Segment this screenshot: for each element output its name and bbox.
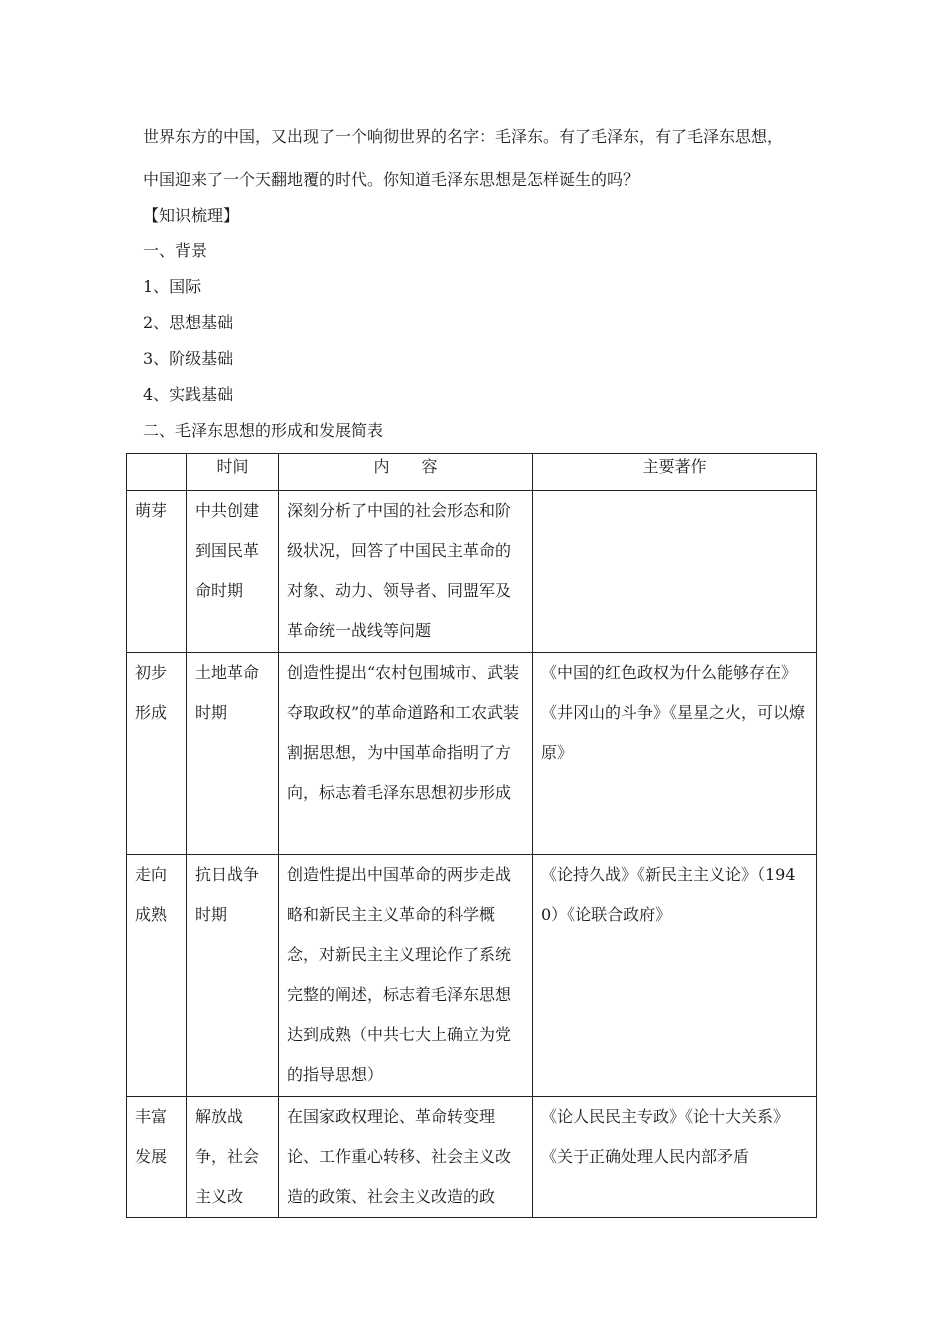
stage-text: 走向成熟 — [135, 865, 168, 924]
intro-line-1: 世界东方的中国，又出现了一个响彻世界的名字：毛泽东。有了毛泽东，有了毛泽东思想， — [143, 127, 784, 146]
content-text: 在国家政权理论、革命转变理论、工作重心转移、社会主义改造的政策、社会主义改造的政 — [287, 1107, 512, 1206]
knowledge-heading: 【知识梳理】 — [143, 206, 240, 225]
table-title: 二、毛泽东思想的形成和发展简表 — [143, 421, 384, 440]
works-cell — [533, 491, 817, 653]
time-text: 中共创建到国民革命时期 — [195, 501, 260, 600]
stage-cell — [127, 653, 187, 855]
time-cell — [187, 855, 279, 1097]
works-cell — [533, 1097, 817, 1218]
works-text: 《论持久战》《新民主主义论》（1940）《论联合政府》 — [541, 865, 796, 924]
background-item: 1、国际 — [143, 277, 202, 296]
time-cell — [187, 653, 279, 855]
background-heading: 一、背景 — [143, 241, 208, 260]
table-row — [127, 1097, 817, 1218]
works-text: 《论人民民主专政》《论十大关系》《关于正确处理人民内部矛盾 — [541, 1107, 790, 1166]
stage-cell — [127, 491, 187, 653]
development-table — [126, 453, 817, 1218]
works-text: 《中国的红色政权为什么能够存在》《井冈山的斗争》《星星之火，可以燎原》 — [541, 663, 806, 762]
stage-text: 萌芽 — [135, 501, 168, 520]
works-cell — [533, 855, 817, 1097]
table-row — [127, 491, 817, 653]
table-row — [127, 653, 817, 855]
stage-text: 丰富发展 — [135, 1107, 168, 1166]
header-content: 内 容 — [279, 454, 533, 491]
stage-cell — [127, 1097, 187, 1218]
background-item: 2、思想基础 — [143, 313, 234, 332]
table-header-row — [127, 454, 817, 491]
table-row — [127, 855, 817, 1097]
header-works: 主要著作 — [533, 454, 817, 491]
content-text: 深刻分析了中国的社会形态和阶级状况，回答了中国民主革命的对象、动力、领导者、同盟军及革命统一战线等问题 — [287, 501, 512, 640]
header-time: 时间 — [187, 454, 279, 491]
content-cell — [279, 855, 533, 1097]
background-item: 3、阶级基础 — [143, 349, 234, 368]
time-text: 土地革命时期 — [195, 663, 260, 722]
content-text: 创造性提出“农村包围城市、武装夺取政权”的革命道路和工农武装割据思想，为中国革命指明了方向，标志着毛泽东思想初步形成 — [287, 663, 520, 802]
background-item: 4、实践基础 — [143, 385, 234, 404]
content-text: 创造性提出中国革命的两步走战略和新民主主义革命的科学概念，对新民主主义理论作了系统完整的阐述，标志着毛泽东思想达到成熟（中共七大上确立为党的指导思想） — [287, 865, 512, 1084]
works-cell — [533, 653, 817, 855]
intro-line-2: 中国迎来了一个天翻地覆的时代。你知道毛泽东思想是怎样诞生的吗？ — [143, 170, 640, 189]
header-stage — [127, 454, 187, 491]
time-cell — [187, 491, 279, 653]
time-text: 解放战争，社会主义改 — [195, 1107, 260, 1206]
time-cell — [187, 1097, 279, 1218]
time-text: 抗日战争时期 — [195, 865, 260, 924]
content-cell — [279, 491, 533, 653]
stage-cell — [127, 855, 187, 1097]
stage-text: 初步形成 — [135, 663, 168, 722]
content-cell — [279, 653, 533, 855]
content-cell — [279, 1097, 533, 1218]
